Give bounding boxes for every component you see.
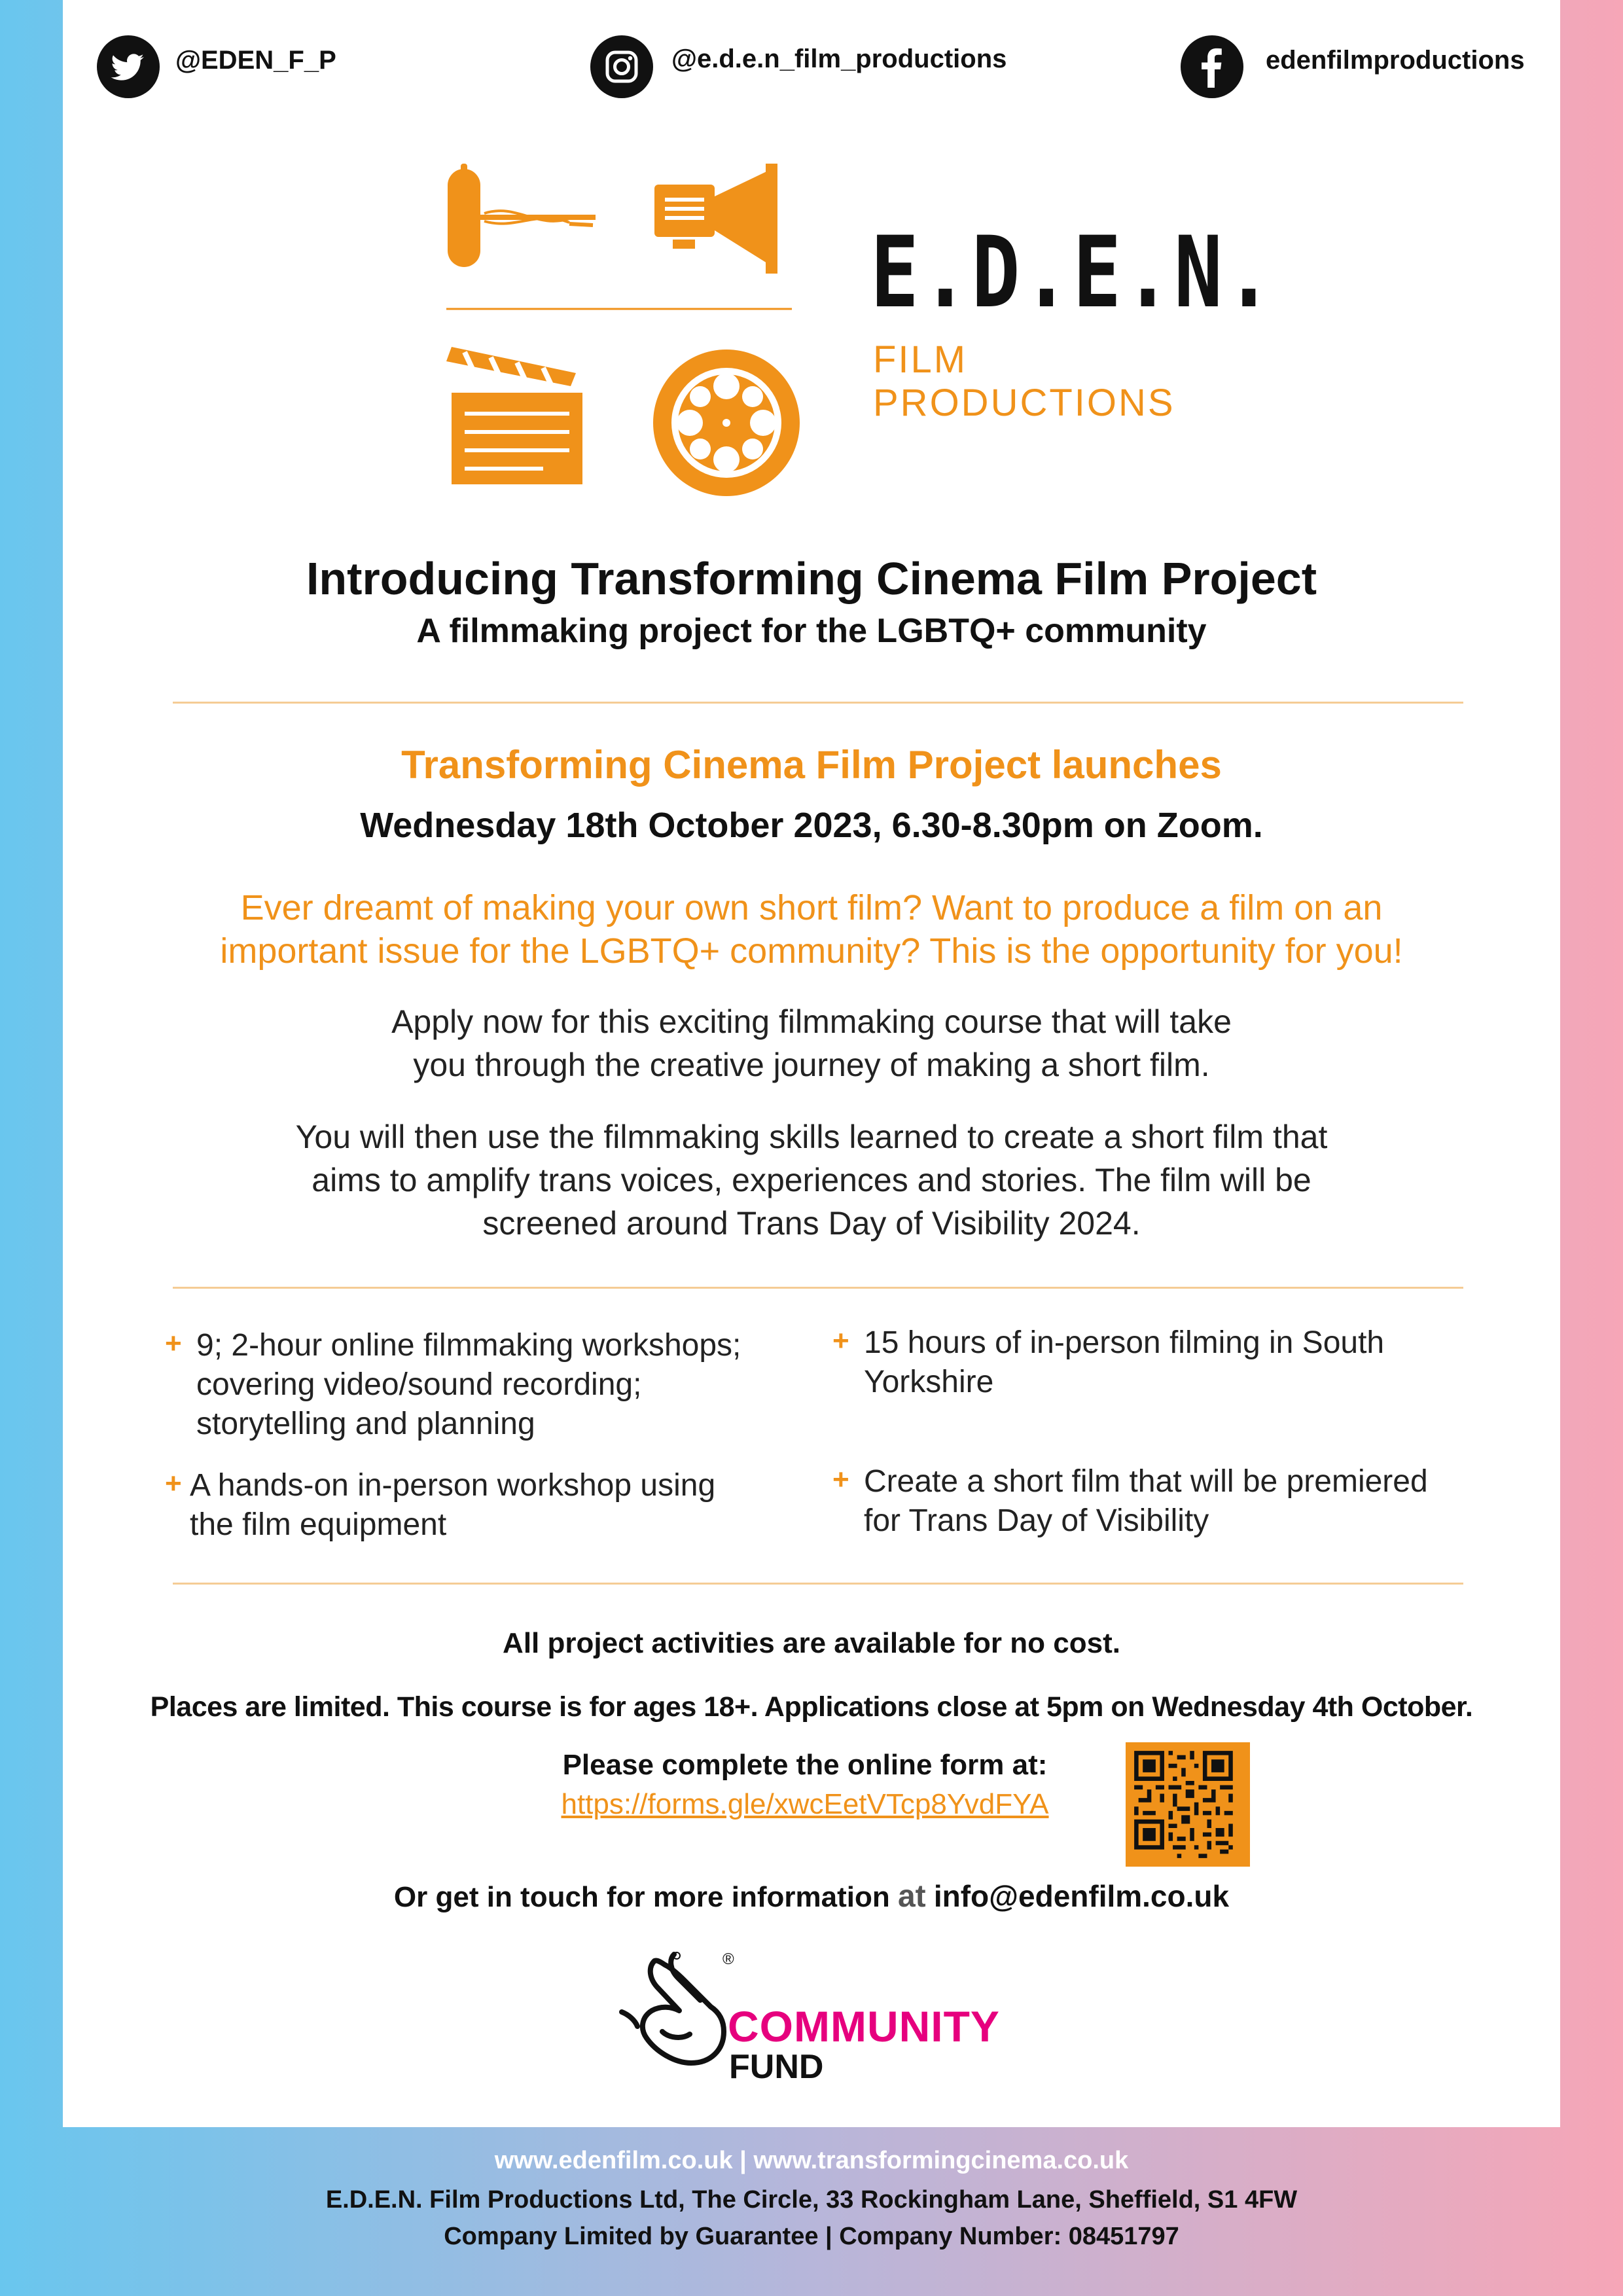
footer-websites[interactable]: www.edenfilm.co.uk | www.transformingcinema.co.uk xyxy=(494,2147,1129,2174)
cost-note: All project activities are available for no cost. xyxy=(503,1627,1120,1659)
page-subtitle: A filmmaking project for the LGBTQ+ community xyxy=(416,612,1207,650)
skills-line-3: screened around Trans Day of Visibility 2024. xyxy=(482,1205,1141,1242)
bullet-filming-l2: Yorkshire xyxy=(864,1365,994,1399)
contact-email[interactable]: info@edenfilm.co.uk xyxy=(933,1879,1230,1913)
twitter-icon[interactable] xyxy=(97,35,160,98)
bullet-hands-on-l1: A hands-on in-person workshop using xyxy=(190,1468,716,1503)
community-fund-title: COMMUNITY xyxy=(728,2002,1000,2051)
bullet-workshops-l3: storytelling and planning xyxy=(196,1407,535,1441)
footer-company: Company Limited by Guarantee | Company Number: 08451797 xyxy=(444,2223,1179,2250)
section-divider xyxy=(173,1583,1463,1585)
bullet-premiere-l1: Create a short film that will be premiered xyxy=(864,1464,1428,1499)
bullet-marker: + xyxy=(165,1467,182,1499)
twitter-handle[interactable]: @EDEN_F_P xyxy=(175,46,336,75)
clapperboard-icon xyxy=(446,347,582,484)
boom-microphone-icon xyxy=(448,164,596,267)
bullet-premiere-l2: for Trans Day of Visibility xyxy=(864,1503,1209,1538)
form-label: Please complete the online form at: xyxy=(562,1749,1048,1781)
bullet-marker: + xyxy=(832,1463,849,1496)
apply-line-2: you through the creative journey of making a short film. xyxy=(413,1047,1210,1083)
contact-prefix: Or get in touch for more information xyxy=(393,1881,890,1913)
facebook-icon[interactable] xyxy=(1181,35,1243,98)
bullet-marker: + xyxy=(832,1325,849,1357)
registered-mark: ® xyxy=(722,1950,734,1968)
pitch-line-1: Ever dreamt of making your own short film? Want to produce a film on an xyxy=(240,888,1383,927)
facebook-handle[interactable]: edenfilmproductions xyxy=(1266,46,1525,75)
launch-date: Wednesday 18th October 2023, 6.30-8.30pm on Zoom. xyxy=(360,806,1263,845)
skills-line-2: aims to amplify trans voices, experiences and stories. The film will be xyxy=(312,1162,1311,1198)
apply-line-1: Apply now for this exciting filmmaking course that will take xyxy=(391,1003,1232,1040)
qr-code[interactable] xyxy=(1126,1742,1250,1867)
section-divider xyxy=(173,702,1463,704)
contact-at: at xyxy=(897,1879,926,1914)
page-title: Introducing Transforming Cinema Film Project xyxy=(306,553,1317,604)
community-fund-subtitle: FUND xyxy=(729,2048,824,2086)
bullet-hands-on-l2: the film equipment xyxy=(190,1507,447,1542)
skills-line-1: You will then use the filmmaking skills learned to create a short film that xyxy=(295,1119,1328,1155)
limits-note: Places are limited. This course is for ages 18+. Applications close at 5pm on Wednesday 4th October. xyxy=(150,1691,1473,1723)
bullet-filming-l1: 15 hours of in-person filming in South xyxy=(864,1325,1385,1360)
film-reel-icon xyxy=(653,350,800,496)
section-divider xyxy=(173,1287,1463,1289)
bullet-workshops-l1: 9; 2-hour online filmmaking workshops; xyxy=(196,1328,741,1363)
launch-heading: Transforming Cinema Film Project launches xyxy=(401,743,1222,787)
logo-productions: PRODUCTIONS xyxy=(873,382,1175,424)
pitch-line-2: important issue for the LGBTQ+ community? This is the opportunity for you! xyxy=(220,931,1403,971)
eden-logo-graphic xyxy=(438,157,805,497)
logo-film: FILM xyxy=(873,338,968,381)
instagram-handle[interactable]: @e.d.e.n_film_productions xyxy=(671,45,1007,73)
contact-line xyxy=(0,1878,1623,1914)
logo-wordmark: E.D.E.N. xyxy=(870,216,1275,330)
form-link[interactable]: https://forms.gle/xwcEetVTcp8YvdFYA xyxy=(561,1788,1049,1820)
film-light-icon xyxy=(654,164,777,274)
instagram-icon[interactable] xyxy=(590,35,653,98)
bullet-marker: + xyxy=(165,1327,182,1359)
footer-address: E.D.E.N. Film Productions Ltd, The Circle, 33 Rockingham Lane, Sheffield, S1 4FW xyxy=(325,2186,1298,2214)
bullet-workshops-l2: covering video/sound recording; xyxy=(196,1367,642,1402)
